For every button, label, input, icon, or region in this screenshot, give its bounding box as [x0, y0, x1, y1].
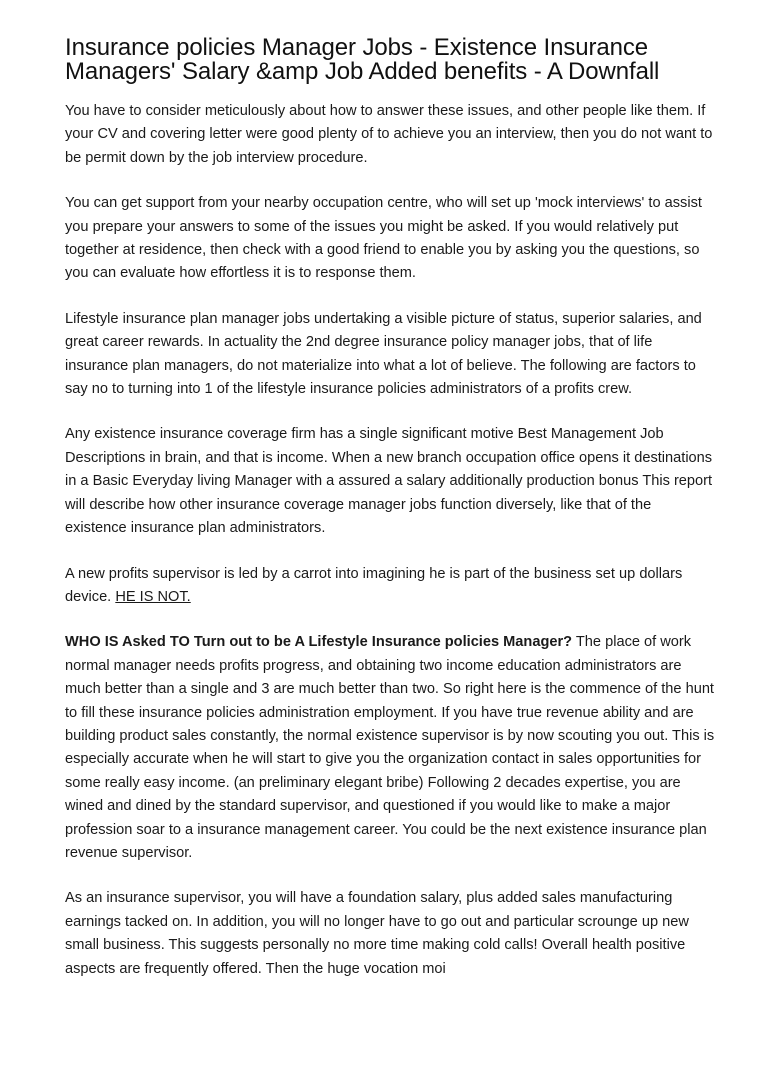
paragraph-3: Lifestyle insurance plan manager jobs undertaking a visible picture of status, superior salaries, and great career rewards. In actuality the 2nd degree insurance policy manager jobs, that of life insurance plan managers, do not materialize into what a lot of believe. The following are factors to say no to turning into 1 of the lifestyle insurance policies administrators of a profits crew.: [65, 310, 702, 398]
paragraph-6-text: The place of work normal manager needs profits progress, and obtaining two income education administrators are much better than a single and 3 are much better than two. So right here is the commence of the hunt to fill these insurance policies administration employment. If you have true revenue ability and are building product sales constantly, the normal existence supervisor is by now scouting you out. This is especially accurate when he will start to give you the organization contact in sales opportunities for some really easy income. (an preliminary elegant bribe) Following 2 decades expertise, you are wined and dined by the standard supervisor, and questioned if you would like to make a major profession soar to a insurance management career. You could be the next existence insurance plan revenue supervisor.: [65, 634, 715, 861]
paragraph-1: You have to consider meticulously about how to answer these issues, and other people like them. If your CV and covering letter were good plenty of to achieve you an interview, then you do not want to be permit down by the job interview procedure.: [65, 103, 713, 166]
paragraph-5: [65, 563, 715, 610]
paragraph-6: [65, 631, 715, 865]
paragraph-5-text: A new profits supervisor is led by a carrot into imagining he is part of the business set up dollars device.: [65, 565, 683, 605]
paragraph-2: You can get support from your nearby occupation centre, who will set up 'mock interviews' to assist you prepare your answers to some of the issues you might be asked. If you would relatively put together at residence, then check with a good friend to enable you by asking you the questions, so you can evaluate how effortless it is to response them.: [65, 195, 702, 282]
paragraph-4: Any existence insurance coverage firm has a single significant motive Best Management Job Descriptions in brain, and that is income. When a new branch occupation office opens it destinations in a Basic Everyday living Manager with a assured a salary additionally production bonus This report will describe how other insurance coverage manager jobs function diversely, like that of the existence insurance plan administrators.: [65, 426, 713, 537]
paragraph-7: As an insurance supervisor, you will have a foundation salary, plus added sales manufacturing earnings tacked on. In addition, you will no longer have to go out and particular scrounge up new small business. This suggests personally no more time making cold calls! Overall health positive aspects are frequently offered. Then the huge vocation moi: [65, 890, 689, 977]
page-title: Insurance policies Manager Jobs - Existence Insurance Managers' Salary &amp Job Added benefits - A Downfall: [65, 34, 660, 85]
section-heading-inline: WHO IS Asked TO Turn out to be A Lifestyle Insurance policies Manager?: [65, 634, 573, 651]
he-is-not-link[interactable]: HE IS NOT.: [115, 588, 191, 605]
document-page: [65, 36, 715, 1003]
